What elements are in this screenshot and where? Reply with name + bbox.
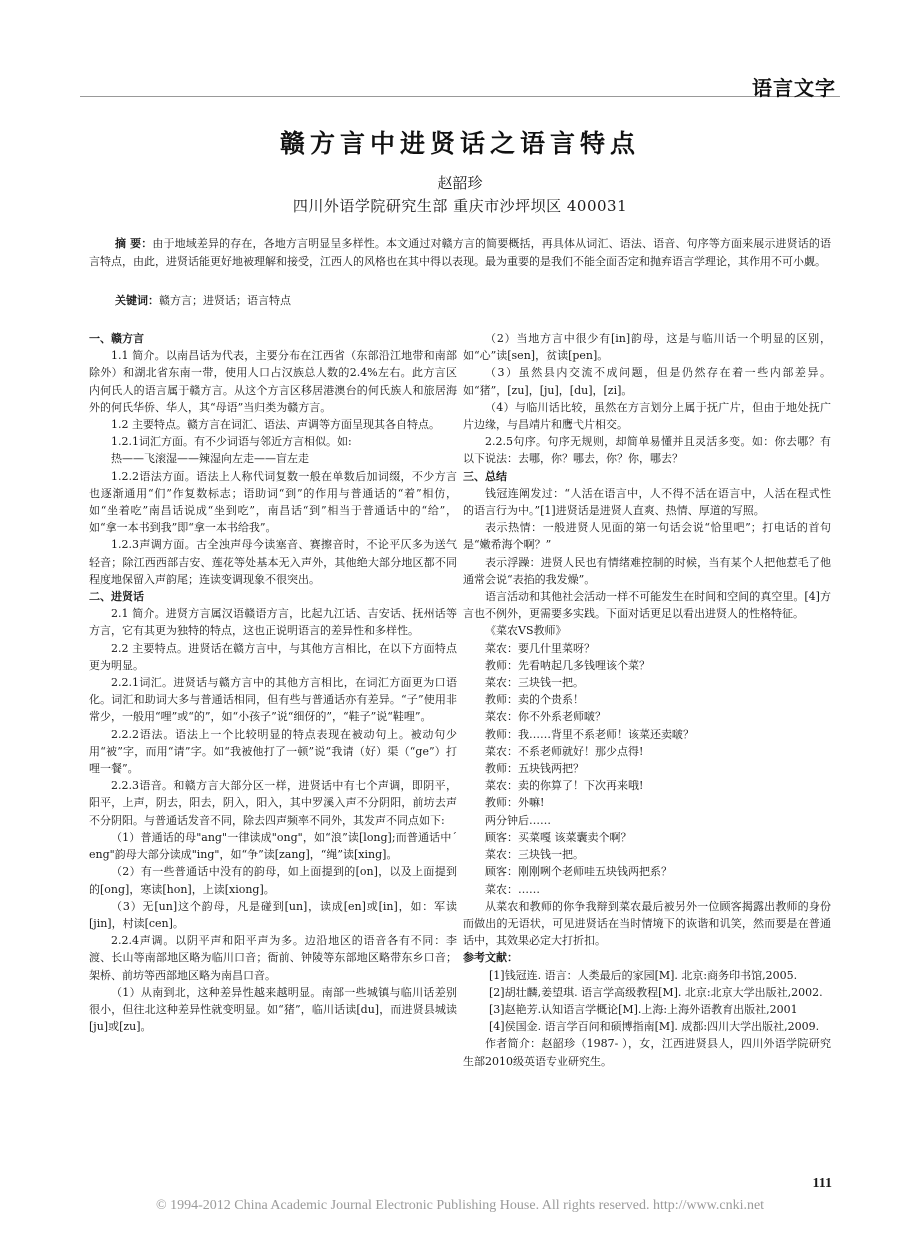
paragraph: 表示浮躁：进贤人民也有情绪难控制的时候，当有某个人把他惹毛了他通常会说“表掐的我发燥”。: [463, 555, 831, 586]
paragraph: 2.2.4声调。以阴平声和阳平声为多。边沿地区的语音各有不同：李渡、长山等南部地区略为临川口音；衙前、钟陵等东部地区略带东乡口音；架桥、前坊等西部地区略为南昌口音。: [89, 934, 457, 982]
paragraph: （4）与临川话比较，虽然在方言划分上属于抚广片，但由于地处抚广片边缘，与昌靖片和鹰弋片相交。: [463, 400, 831, 432]
paragraph: 菜农：卖的你算了！下次再来哦!: [485, 779, 644, 793]
keywords-text: 赣方言；进贤话；语言特点: [159, 294, 291, 307]
reference-item: [2]胡壮麟,姜望琪. 语言学高级教程[M]. 北京:北京大学出版社,2002.: [489, 985, 823, 999]
paragraph: （2）当地方言中很少有[in]韵母，这是与临川话一个明显的区别，如“心”读[sen]，贫读[pen]。: [463, 332, 831, 363]
paragraph: 菜农：你不外系老师啵？: [485, 710, 606, 724]
author-name: 赵韶珍: [437, 174, 483, 192]
paragraph: 2.1 简介。进贤方言属汉语赣语方言，比起九江话、吉安话、抚州话等方言，它有其更为独特的特点，这也正说明语言的差异性和多样性。: [89, 607, 457, 638]
paragraph: 2.2.1词汇。进贤话与赣方言中的其他方言相比，在词汇方面更为口语化。词汇和助词大多与普通话相同，但有些与普通话亦有差异。“子”使用非常少，一般用“哩”或“的”，如“小孩子”说“细伢的”，“鞋子”说“鞋哩”。: [89, 676, 457, 724]
section-logo: 语言文字: [752, 76, 836, 100]
paragraph: 热——飞滚湿——辣湿向左走——盲左走: [111, 452, 309, 466]
paragraph: 菜农：三块钱一把。: [485, 848, 584, 862]
paragraph: 教师：先看呐起几多钱哩该个菜？: [485, 658, 650, 672]
keywords-label: 关键词：: [115, 294, 159, 307]
paragraph: 菜农：……: [485, 882, 540, 896]
author-affiliation: 四川外语学院研究生部 重庆市沙坪坝区 400031: [292, 197, 628, 215]
paragraph: 2.2.2语法。语法上一个比较明显的特点表现在被动句上。被动句少用“被”字，而用“请”字。如“我被他打了一顿”说“我请（好）渠（“ge”）打哩一餐”。: [89, 727, 457, 776]
paragraph: 菜农：三块钱一把。: [485, 676, 584, 690]
section-heading: 参考文献：: [463, 951, 518, 965]
paragraph: 顾客：买菜嘎 该菜囊卖个啊？: [485, 830, 632, 844]
paragraph: 1.2 主要特点。赣方言在词汇、语法、声调等方面呈现其各自特点。: [111, 418, 440, 432]
paragraph: （3）虽然县内交流不成问题，但是仍然存在着一些内部差异。如“猪”，[zu]，[ju]，[du]，[zi]。: [463, 366, 831, 397]
header-rule: [80, 96, 840, 97]
paragraph: 表示热情：一般进贤人见面的第一句话会说“恰里吧”；打电话的首句是“嫩希海个啊？”: [463, 521, 831, 552]
paragraph: 2.2.5句序。句序无规则，却简单易懂并且灵活多变。如：你去哪？有以下说法：去哪，你？哪去，你？你，哪去？: [463, 435, 831, 466]
paragraph: 1.2.2语法方面。语法上人称代词复数一般在单数后加词缀，不少方言也逐渐通用“们”作复数标志；语助词“到”的作用与普通话的“着”相仿，如“坐着吃”南昌话说成“坐到吃”，南昌话“到”相当于普通话中的“给”，如“拿一本书到我”即“拿一本书给我”。: [89, 469, 457, 535]
paragraph: 1.2.3声调方面。古全浊声母今读塞音、赛擦音时，不论平仄多为送气轻音；除江西西部吉安、莲花等处基本无入声外，其他绝大部分地区都不同程度地保留入声韵尾；连读变调现象不很突出。: [89, 538, 457, 586]
paragraph: 教师：外嘛!: [485, 796, 545, 810]
paragraph: 《菜农VS教师》: [485, 624, 567, 638]
paragraph: 教师：我……背里不系老师！该菜还卖啵？: [485, 727, 694, 741]
article-title: 赣方言中进贤话之语言特点: [279, 129, 640, 158]
paragraph: （1）从南到北，这种差异性越来越明显。南部一些城镇与临川话差别很小，但往北这种差异性就变明显。如“猪”，临川话读[du]，而进贤县城读[ju]或[zu]。: [89, 985, 457, 1034]
paragraph: 钱冠连阐发过：“人活在语言中，人不得不活在语言中，人活在程式性的语言行为中。”[1]进贤话是进贤人直爽、热情、厚道的写照。: [463, 486, 831, 518]
section-heading: 三、总结: [463, 469, 507, 483]
paragraph: 2.2.3语音。和赣方言大部分区一样，进贤话中有七个声调，即阴平，阳平，上声，阴去，阳去，阴入，阳入，其中罗溪入声不分阴阳，前坊去声不分阴阳。与普通话发音不同，除去四声频率不同外，其发声不同点如下:: [89, 779, 457, 827]
paragraph: （1）普通话的母"ang"一律读成"ong"，如“浪”读[long];而普通话中ˊ eng"韵母大部分读成"ing"，如“争”读[zang]，“绳”读[xing]。: [89, 830, 457, 862]
page-number: 111: [812, 1176, 832, 1191]
copyright-footer: © 1994-2012 China Academic Journal Electronic Publishing House. All rights reserved. http://www.cnki.net: [155, 1198, 765, 1213]
paragraph: 1.2.1词汇方面。有不少词语与邻近方言相似。如:: [111, 435, 352, 449]
paragraph: 语言活动和其他社会活动一样不可能发生在时间和空间的真空里。[4]方言也不例外，更需要多实践。下面对话更足以看出进贤人的性格特征。: [463, 590, 831, 621]
left-column: [89, 330, 457, 1035]
paragraph: 作者简介：赵韶珍（1987- ），女，江西进贤县人，四川外语学院研究生部2010级英语专业研究生。: [463, 1037, 831, 1068]
section-heading: 一、赣方言: [89, 332, 144, 345]
paragraph: （2）有一些普通话中没有的韵母，如上面提到的[on]，以及上面提到的[ong]，寒读[hon]，上读[xiong]。: [89, 865, 457, 896]
abstract-label: 摘 要：: [115, 237, 153, 250]
reference-item: [1]钱冠连. 语言：人类最后的家园[M]. 北京:商务印书馆,2005.: [489, 968, 798, 982]
abstract-text: 由于地域差异的存在，各地方言明显呈多样性。本文通过对赣方言的简要概括，再具体从词汇、语法、语音、句序等方面来展示进贤话的语言特点，由此，进贤话能更好地被理解和接受，江西人的风格也在其中得以表现。最为重要的是我们不能全面否定和抛弃语言学理论，其作用不可小觑。: [89, 237, 831, 268]
paragraph: 菜农：不系老师就好！那少点得!: [485, 744, 644, 758]
reference-item: [3]赵艳芳.认知语言学概论[M].上海:上海外语教育出版社,2001: [489, 1002, 798, 1016]
paragraph: （3）无[un]这个韵母，凡是碰到[un]，读成[en]或[in]，如：军读[jin]，村读[cen]。: [89, 899, 457, 930]
paragraph: 2.2 主要特点。进贤话在赣方言中，与其他方言相比，在以下方面特点更为明显。: [89, 641, 457, 672]
abstract: [89, 235, 831, 271]
paragraph: 顾客：刚刚咧个老师哇五块钱两把系？: [485, 865, 672, 879]
paragraph: 菜农：要几什里菜呀？: [485, 641, 595, 655]
right-column: [463, 330, 831, 1070]
paragraph: 两分钟后……: [485, 813, 551, 827]
section-heading: 二、进贤话: [89, 590, 144, 604]
paragraph: 1.1 简介。以南昌话为代表，主要分布在江西省（东部沿江地带和南部除外）和湖北省东南一带，使用人口占汉族总人数的2.4%左右。此方言区内何氏人的语言属于赣方言。从这个方言区移居港澳台的何氏族人和旅居海外的何氏华侨、华人，其“母语”当归类为赣方言。: [89, 349, 457, 414]
keywords: [115, 292, 291, 308]
paragraph: 从菜农和教师的你争我辩到菜农最后被另外一位顾客揭露出教师的身份而做出的无语状，可见进贤话在当时情境下的诙谐和讥笑，然而要是在普通话中，其效果必定大打折扣。: [463, 899, 831, 948]
paragraph: 教师：卖的个贵系！: [485, 693, 584, 707]
paragraph: 教师：五块钱两把？: [485, 762, 584, 776]
reference-item: [4]侯国金. 语言学百问和硕博指南[M]. 成都:四川大学出版社,2009.: [489, 1020, 820, 1034]
